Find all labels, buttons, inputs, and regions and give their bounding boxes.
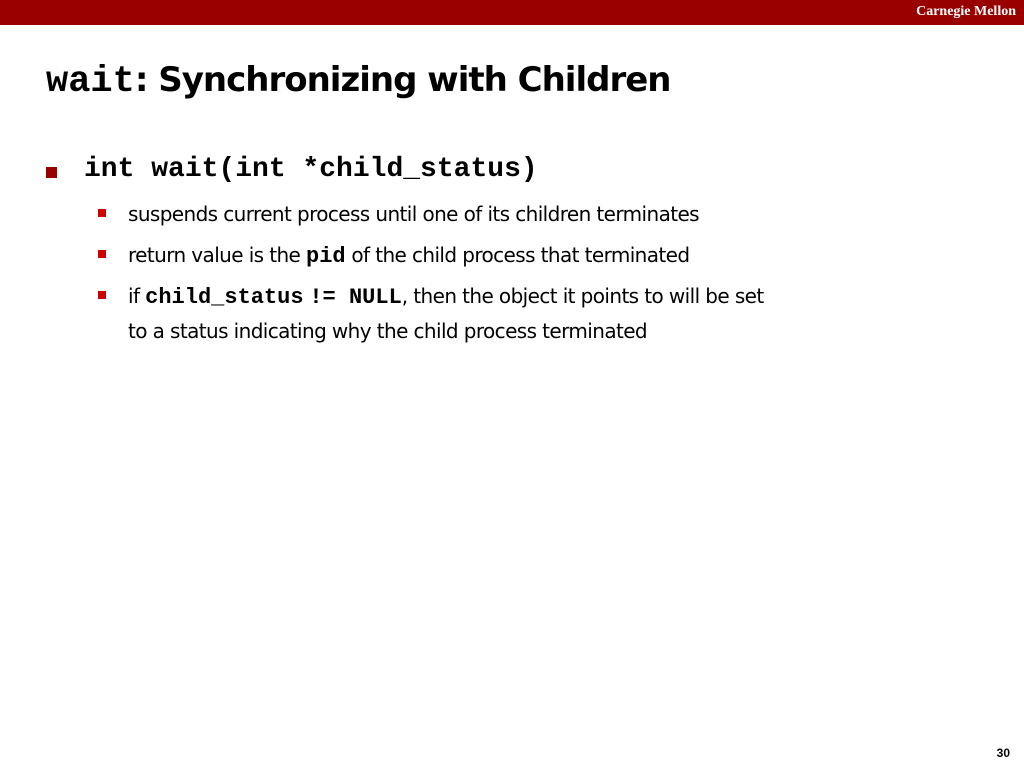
sub-bullet-text-suffix: of the child process that terminated <box>345 243 690 267</box>
title-text: : Synchronizing with Children <box>134 60 671 100</box>
code-pid: pid <box>306 244 346 269</box>
code-not-null: != NULL <box>309 285 402 310</box>
square-bullet-icon <box>46 167 57 178</box>
slide-title <box>46 60 670 104</box>
square-bullet-icon <box>98 291 106 299</box>
sub-bullet-text-suffix: , then the object it points to will be set <box>401 284 764 308</box>
code-child-status: child_status <box>145 285 304 310</box>
main-bullet-text: int wait(int *child_status) <box>84 154 538 185</box>
sub-bullet-text: suspends current process until one of its children terminates <box>128 202 699 226</box>
header-bar <box>0 0 1024 25</box>
institution-name: Carnegie Mellon <box>916 4 1016 19</box>
sub-bullet-text <box>128 279 948 315</box>
square-bullet-icon <box>98 209 106 217</box>
sub-bullet-text <box>128 238 948 274</box>
sub-bullet-text-continuation: to a status indicating why the child process terminated <box>128 319 648 343</box>
sub-bullet-text-prefix: return value is the <box>128 243 307 267</box>
square-bullet-icon <box>98 250 106 258</box>
title-code: wait <box>46 61 135 103</box>
slide-number: 30 <box>996 746 1010 760</box>
sub-bullet-text-prefix: if <box>128 284 146 308</box>
